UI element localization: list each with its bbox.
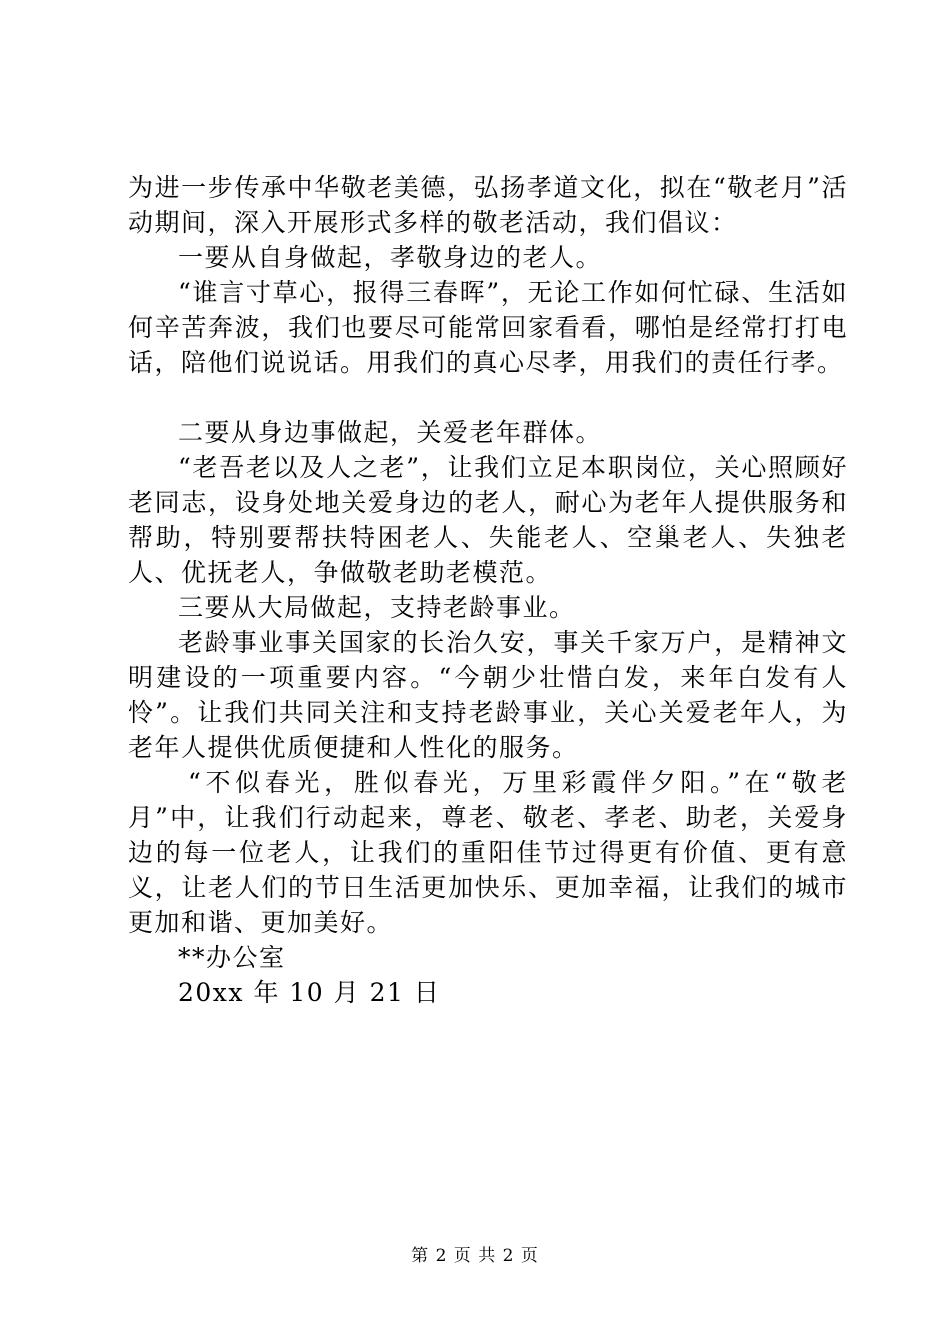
paragraph-point-three: 老龄事业事关国家的长治久安，事关千家万户，是精神文明建设的一项重要内容。“今朝少壮惜白发，来年白发有人怜”。让我们共同关注和支持老龄事业，关心关爱老年人，为老年人提供优质便捷和人性化的服务。 <box>128 628 848 762</box>
date: 20xx 年 10 月 21 日 <box>178 978 441 1007</box>
paragraph-point-one: “谁言寸草心，报得三春晖”，无论工作如何忙碌、生活如何辛苦奔波，我们也要尽可能常回家看看，哪怕是经常打打电话，陪他们说说话。用我们的真心尽孝，用我们的责任行孝。 <box>128 278 848 377</box>
heading-point-three: 三要从大局做起，支持老龄事业。 <box>178 593 576 622</box>
heading-point-two: 二要从身边事做起，关爱老年群体。 <box>178 418 603 447</box>
document-body <box>128 170 848 1010</box>
paragraph-point-two: “老吾老以及人之老”，让我们立足本职岗位，关心照顾好老同志，设身处地关爱身边的老人，耐心为老年人提供服务和帮助，特别要帮扶特困老人、失能老人、空巢老人、失独老人、优抚老人，争做敬老助老模范。 <box>128 453 848 587</box>
closing-paragraph: “不似春光，胜似春光，万里彩霞伴夕阳。”在“敬老月”中，让我们行动起来，尊老、敬老、孝老、助老，关爱身边的每一位老人，让我们的重阳佳节过得更有价值、更有意义，让老人们的节日生活更加快乐、更加幸福，让我们的城市更加和谐、更加美好。 <box>128 768 848 937</box>
page-number-footer: 第 2 页 共 2 页 <box>411 1246 539 1266</box>
signature: **办公室 <box>178 943 286 972</box>
heading-point-one: 一要从自身做起，孝敬身边的老人。 <box>178 243 603 272</box>
intro-paragraph: 为进一步传承中华敬老美德，弘扬孝道文化，拟在“敬老月”活动期间，深入开展形式多样的敬老活动，我们倡议： <box>128 173 848 237</box>
